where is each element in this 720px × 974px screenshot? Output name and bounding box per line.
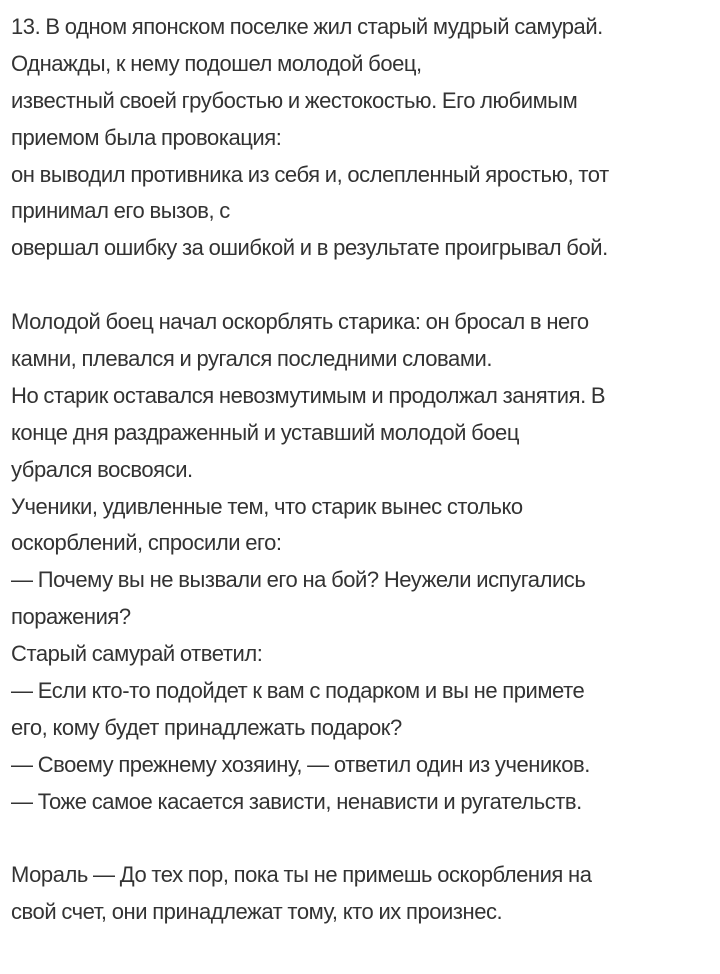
paragraph-gap [11,267,711,304]
paragraph-moral [11,857,711,931]
text-line: 13. В одном японском поселке жил старый мудрый самурай. [11,14,603,39]
paragraph-story [11,304,711,820]
text-line: камни, плевался и ругался последними словами. [11,346,492,372]
text-line: овершал ошибку за ошибкой и в результате проигрывал бой. [11,235,608,261]
text-line: приемом была провокация: [11,124,282,150]
text-line: — Почему вы не вызвали его на бой? Неужели испугались [11,567,586,593]
text-line: конце дня раздраженный и уставший молодой боец [11,419,519,445]
text-line: оскорблений, спросили его: [11,530,282,556]
text-line: Ученики, удивленные тем, что старик вынес столько [11,493,523,519]
text-line: Но старик оставался невозмутимым и продолжал занятия. В [11,382,606,408]
text-line: его, кому будет принадлежать подарок? [11,714,402,740]
text-line: свой счет, они принадлежат тому, кто их произнес. [11,899,503,925]
text-line: он выводил противника из себя и, ослепленный яростью, тот [11,161,609,187]
text-line: Старый самурай ответил: [11,641,263,667]
text-line: — Если кто-то подойдет к вам с подарком и вы не примете [11,678,585,704]
text-line: Мораль — До тех пор, пока ты не примешь оскорбления на [11,862,592,888]
text-line: Молодой боец начал оскорблять старика: он бросал в него [11,309,589,335]
text-line: — Тоже самое касается зависти, ненависти и ругательств. [11,788,582,814]
paragraph-intro [11,9,711,267]
text-line: убрался восвояси. [11,456,193,482]
text-line: — Своему прежнему хозяину, — ответил один из учеников. [11,751,590,777]
text-line: известный своей грубостью и жестокостью. Его любимым [11,87,578,113]
text-line: принимал его вызов, с [11,198,230,224]
paragraph-gap [11,821,711,858]
text-line: поражения? [11,604,131,630]
text-line: Однажды, к нему подошел молодой боец, [11,50,422,76]
story-text [11,9,711,931]
